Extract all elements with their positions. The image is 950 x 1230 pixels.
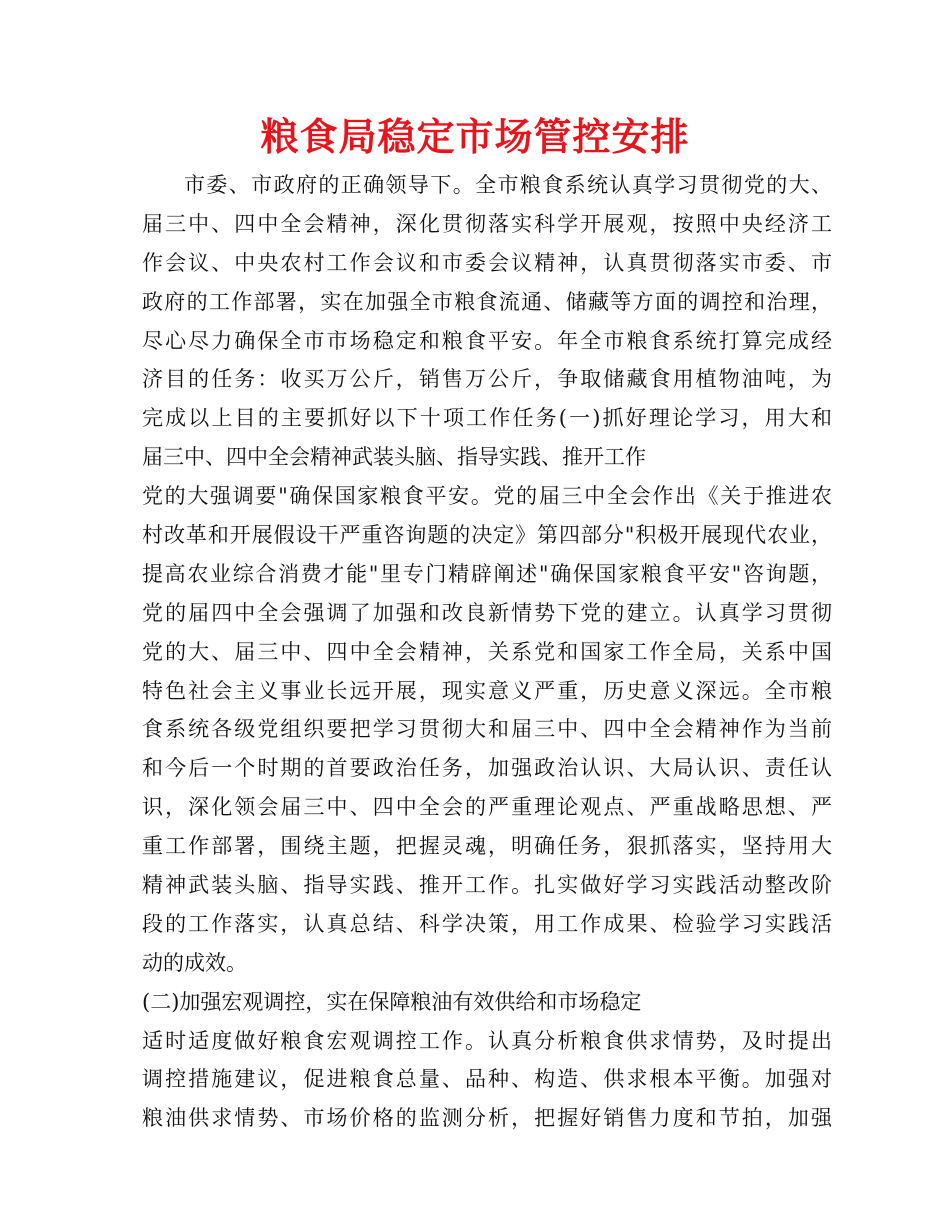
body-line: 食系统各级党组织要把学习贯彻大和届三中、四中全会精神作为当前 [142,717,832,742]
body-line: 精神武装头脑、指导实践、推开工作。扎实做好学习实践活动整改阶 [142,873,832,898]
body-line: 完成以上目的主要抓好以下十项工作任务(一)抓好理论学习，用大和 [142,406,832,431]
body-line: 市委、市政府的正确领导下。全市粮食系统认真学习贯彻党的大、 [184,173,832,197]
body-line: 适时适度做好粮食宏观调控工作。认真分析粮食供求情势，及时提出 [142,1028,832,1053]
body-line: 段的工作落实，认真总结、科学决策，用工作成果、检验学习实践活 [142,911,832,936]
body-line: 粮油供求情势、市场价格的监测分析，把握好销售力度和节拍，加强 [142,1106,832,1131]
document-title: 粮食局稳定市场管控安排 [260,115,690,159]
body-line: 特色社会主义事业长远开展，现实意义严重，历史意义深远。全市粮 [142,678,832,703]
body-line: 政府的工作部署，实在加强全市粮食流通、储藏等方面的调控和治理， [142,289,832,314]
body-line: 村改革和开展假设干严重咨询题的决定》第四部分"积极开展现代农业， [142,523,832,548]
body-line: 作会议、中央农村工作会议和市委会议精神，认真贯彻落实市委、市 [142,250,832,275]
body-line: 重工作部署，围绕主题，把握灵魂，明确任务，狠抓落实，坚持用大 [142,834,832,859]
body-line: 动的成效。 [142,950,247,975]
body-line: 识，深化领会届三中、四中全会的严重理论观点、严重战略思想、严 [142,795,832,820]
body-line: 党的大、届三中、四中全会精神，关系党和国家工作全局，关系中国 [142,639,832,664]
body-line: 届三中、四中全会精神，深化贯彻落实科学开展观，按照中央经济工 [142,211,832,236]
body-line: 提高农业综合消费才能"里专门精辟阐述"确保国家粮食平安"咨询题， [142,561,832,586]
section-heading: (二)加强宏观调控，实在保障粮油有效供给和市场稳定 [142,989,642,1014]
body-line: 党的届四中全会强调了加强和改良新情势下党的建立。认真学习贯彻 [142,600,832,625]
body-line: 和今后一个时期的首要政治任务，加强政治认识、大局认识、责任认 [142,756,832,781]
body-line: 届三中、四中全会精神武装头脑、指导实践、推开工作 [142,445,646,470]
body-line: 调控措施建议，促进粮食总量、品种、构造、供求根本平衡。加强对 [142,1067,832,1092]
document-body [142,166,832,1138]
body-line: 济目的任务：收买万公斤，销售万公斤，争取储藏食用植物油吨，为 [142,367,832,392]
body-line: 尽心尽力确保全市市场稳定和粮食平安。年全市粮食系统打算完成经 [142,328,832,353]
body-line: 党的大强调要"确保国家粮食平安。党的届三中全会作出《关于推进农 [142,484,832,509]
